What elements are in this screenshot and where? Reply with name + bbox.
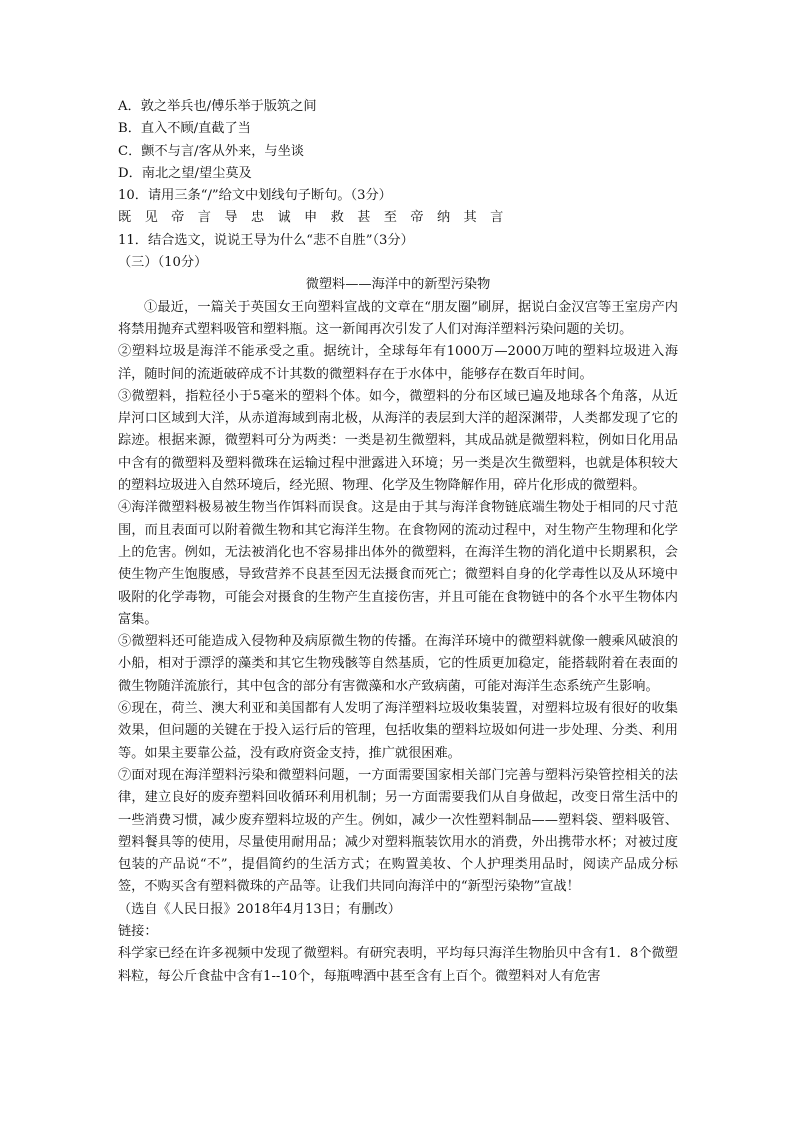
paragraph-5-lead: ⑤微塑料还可能造成入侵物种及病原微生物的传播。 <box>118 634 425 650</box>
paragraph-1-text: ①最近，一篇关于英国女王向塑料宣战的文章在“朋友圈”刷屏，据说白金汉宫等王室房产内将禁用抛弃式塑料吸管和塑料瓶。这一新闻再次引发了人们对海洋塑料污染问题的关切。 <box>118 299 678 337</box>
paragraph-6 <box>118 698 678 765</box>
option-d: D．南北之望/望尘莫及 <box>118 165 252 181</box>
option-c: C．颤不与言/客从外来，与坐谈 <box>118 143 304 159</box>
article-title: 微塑料——海洋中的新型污染物 <box>305 277 491 293</box>
paragraph-7-lead: ⑦面对现在海洋塑料污染和微塑料问题， <box>118 767 359 783</box>
paragraph-3 <box>118 386 678 497</box>
question-11: 11．结合选文，说说王导为什么“悲不自胜”（3分） <box>118 232 414 248</box>
link-paragraph: 科学家已经在许多视频中发现了微塑料。有研究表明，平均每只海洋生物胎贝中含有1．8个微塑料粒，每公斤食盐中含有1--10个，每瓶啤酒中甚至含有上百个。微塑料对人有危害 <box>118 946 678 984</box>
section-heading: （三）（10分） <box>118 255 208 271</box>
paragraph-2 <box>118 341 678 386</box>
paragraph-4 <box>118 497 678 631</box>
article-source: （选自《人民日报》2018年4月13日；有删改） <box>118 901 401 917</box>
paragraph-3-text: 如今，微塑料的分布区域已遍及地球各个角落，从近岸河口区域到大洋，从赤道海域到南北极，从海洋的表层到大洋的超深渊带，人类都发现了它的踪迹。根据来源，微塑料可分为两类：一类是初生微塑料，其成品就是微塑料粒，例如日化用品中含有的微塑料及塑料微珠在运输过程中泄露进入环境；另一类是次生微塑料，也就是体积较大的塑料垃圾进入自然环境后，经光照、物理、化学及生物降解作用，碎片化形成的微塑料。 <box>118 388 678 494</box>
paragraph-7-text: 一方面需要国家相关部门完善与塑料污染管控相关的法律，建立良好的废弃塑料回收循环利用机制；另一方面需要我们从自身做起，改变日常生活中的一些消费习惯，减少废弃塑料垃圾的产生。例如，减少一次性塑料制品——塑料袋、塑料吸管、塑料餐具等的使用，尽量使用耐用品；减少对塑料瓶装饮用水的消费，外出携带水杯；对被过度包装的产品说“不”，提倡简约的生活方式；在购置美妆、个人护理类用品时，阅读产品成分标签，不购买含有塑料微珠的产品等。让我们共同向海洋中的“新型污染物”宣战！ <box>118 767 678 895</box>
link-label: 链接： <box>118 923 158 939</box>
paragraph-4-text: 这是由于其与海洋食物链底端生物处于相同的尺寸范围，而且表面可以附着微生物和其它海洋生物。在食物网的流动过程中，对生物产生物理和化学上的危害。例如，无法被消化也不容易排出体外的微塑料，在海洋生物的消化道中长期累积，会使生物产生饱腹感，导致营养不良甚至因无法摄食而死亡；微塑料自身的化学毒性以及从环境中吸附的化学毒物，可能会对摄食的生物产生直接伤害，并且可能在食物链中的各个水平生物体内富集。 <box>118 500 679 627</box>
document-page <box>118 96 678 988</box>
option-b: B．直入不顾/直截了当 <box>118 121 251 137</box>
paragraph-1 <box>118 297 678 342</box>
paragraph-5-text: 在海洋环境中的微塑料就像一艘乘风破浪的小船，相对于漂浮的藻类和其它生物残骸等自然基质，它的性质更加稳定，能搭载附着在表面的微生物随洋流旅行，其中包含的部分有害微藻和水产致病菌，可能对海洋生态系统产生影响。 <box>118 634 678 694</box>
question-10: 10．请用三条“/”给文中划线句子断句。（3分） <box>118 188 392 204</box>
paragraph-4-lead: ④海洋微塑料极易被生物当作饵料而误食。 <box>118 500 372 516</box>
question-10-sentence: 既 见 帝 言 导 忠 诚 申 救 甚 至 帝 纳 其 言 <box>118 210 508 226</box>
paragraph-7 <box>118 765 678 899</box>
paragraph-6-text: ⑥现在，荷兰、澳大利亚和美国都有人发明了海洋塑料垃圾收集装置，对塑料垃圾有很好的收集效果，但问题的关键在于投入运行后的管理，包括收集的塑料垃圾如何进一步处理、分类、利用等。如果主要靠公益，没有政府资金支持，推广就很困难。 <box>118 701 678 761</box>
paragraph-2-text: 据统计，全球每年有1000万—2000万吨的塑料垃圾进入海洋，随时间的流逝破碎成不计其数的微塑料存在于水体中，能够存在数百年时间。 <box>118 344 679 382</box>
paragraph-5 <box>118 631 678 698</box>
paragraph-2-lead: ②塑料垃圾是海洋不能承受之重。 <box>118 344 324 360</box>
option-a: A．敦之举兵也/傅乐举于版筑之间 <box>118 99 317 114</box>
paragraph-3-lead: ③微塑料，指粒径小于5毫米的塑料个体。 <box>118 388 369 404</box>
